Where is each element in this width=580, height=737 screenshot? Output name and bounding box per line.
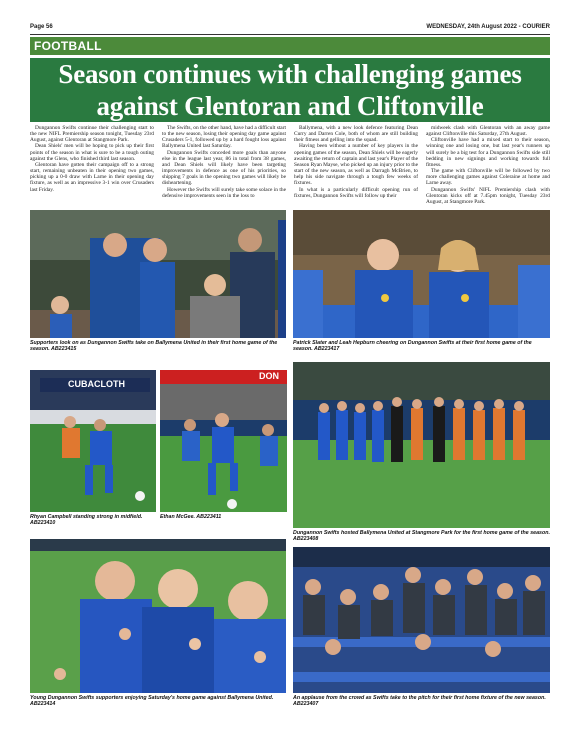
paragraph: Dean Shiels' men will be hoping to pick up their first points of the season in what is sure to be a tough outing against the Glens, who finished third last season. (30, 143, 154, 162)
paragraph: Dungannon Swifts continue their challenging start to the new NIFL Premiership season tonight, Tuesday 23rd August, against Glentoran at Stangmore Park. (30, 125, 154, 144)
photo-ethan-mcgee (160, 370, 287, 512)
paragraph: However the Swifts will surely take some solace in the defensive improvements seen in the loss to (162, 186, 286, 199)
paragraph: Ballymena, with a new look defence featuring Dean Curry and Darren Cole, both of whom are still building their fitness and gelling into the squad. (294, 125, 418, 144)
article-body (30, 125, 550, 207)
signage-text: CUBACLOTH (68, 379, 125, 389)
article-column-4 (426, 125, 550, 207)
page-folio (30, 24, 550, 35)
paragraph: Glentoran have gotten their campaign off to a strong start, remaining unbeaten in their opening two games, picking up a 0-0 draw with Larne in their opening day fixture, as well as an impressive 3-1 win over Crusaders last Friday. (30, 161, 154, 193)
caption-young-supporters: Young Dungannon Swifts supporters enjoying Saturday's home game against Ballymena United. AB223414 (30, 695, 274, 708)
paragraph: The Swifts, on the other hand, have had a difficult start to the new season, losing their opening day game against Crusaders 5-1, followed up by a hard fought loss against Ballymena United last Saturday. (162, 125, 286, 150)
caption-teams-walkout: Dungannon Swifts hosted Ballymena United at Stangmore Park for the first home game of the season. AB223408 (293, 530, 550, 543)
article-column-1 (30, 125, 154, 207)
paragraph: Dungannon Swifts' NIFL Premiership clash with Glentoran kicks off at 7.45pm tonight, Tuesday 23rd August, at Stangmore Park. (426, 186, 550, 205)
paragraph: In what is a particularly difficult opening run of fixtures, Dungannon Swifts will follow up their (294, 186, 418, 199)
page-number: Page 56 (30, 24, 53, 30)
caption-two-supporters: Patrick Slater and Leah Hepburn cheering on Dungannon Swifts at their first home game of the season. AB223417 (293, 340, 532, 353)
photo-rhyan-campbell (30, 370, 156, 512)
caption-crowd-applause: An applause from the crowd as Swifts take to the pitch for their first home fixture of the new season. AB223407 (293, 695, 546, 708)
paragraph: Cliftonville have had a mixed start to their season, winning one and losing one, but last year's runners up will surely be a big test for a Dungannon Swifts side still bedding in new signings and working towards full fitness. (426, 137, 550, 168)
caption-rhyan-campbell: Rhyan Campbell standing strong in midfield. AB223410 (30, 514, 143, 527)
caption-supporters-stand: Supporters look on as Dungannon Swifts take on Ballymena United in their first home game of the season. AB223415 (30, 340, 278, 353)
dateline: WEDNESDAY, 24th August 2022 - COURIER (426, 24, 550, 30)
paragraph: midweek clash with Glentoran with an away game against Cliftonville this Saturday, 27th August. (426, 125, 550, 138)
section-label: FOOTBALL (30, 37, 550, 55)
photo-crowd-applause (293, 547, 550, 693)
headline-banner (30, 58, 550, 122)
photo-two-supporters (293, 210, 550, 338)
paragraph: Having been without a number of key players in the opening games of the season, Dean Shiels will be eagerly awaiting the return of captain and last year's Player of the Season Ryan Mayse, who picked up an injury prior to the start of the new season, as well as Darragh McBrien, to help his side navigate through a tough few weeks of fixtures. (294, 143, 418, 187)
photo-young-supporters (30, 539, 286, 693)
paragraph: Dungannon Swifts conceded more goals than anyone else in the league last year, 86 in total from 38 games, and Dean Shiels will likely have been targeting improvements in defence as one of his priorities, so shipping 7 goals in the opening two games will likely be disheartening. (162, 149, 286, 187)
headline-line-1: Season continues with challenging games (58, 59, 522, 89)
paragraph: The game with Cliftonville will be followed by two more challenging games against Coleraine at home and Larne away. (426, 168, 550, 187)
headline-line-2: against Glentoran and Cliftonville (96, 91, 484, 121)
photo-teams-walkout (293, 362, 550, 528)
signage-text: DON (259, 371, 279, 381)
article-column-2 (162, 125, 286, 207)
photo-supporters-stand (30, 210, 286, 338)
article-column-3 (294, 125, 418, 207)
caption-ethan-mcgee: Ethan McGee. AB223411 (160, 514, 222, 520)
